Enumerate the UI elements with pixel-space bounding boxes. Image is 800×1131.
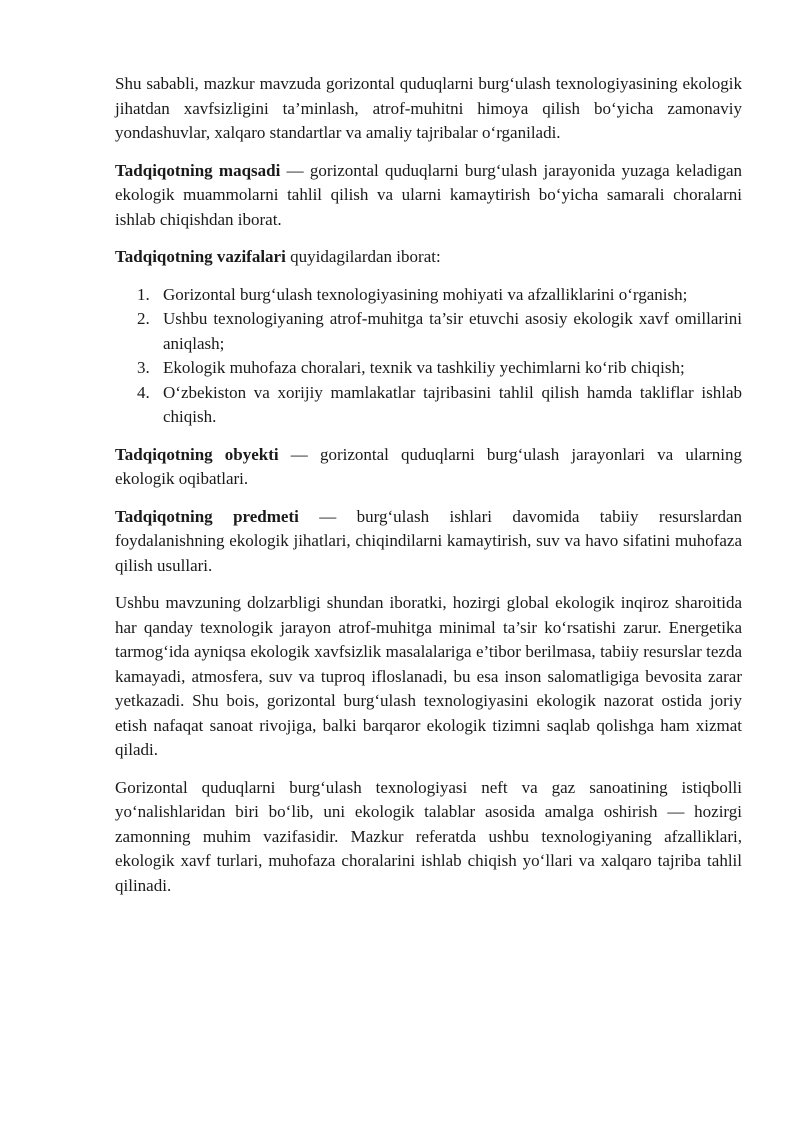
list-item-number: 2. xyxy=(137,309,150,328)
relevance-paragraph: Ushbu mavzuning dolzarbligi shundan iboratki, hozirgi global ekologik inqiroz sharoitida har qanday texnologik jarayon atrof-muhitga minimal ta’sir ko‘rsatishi zarur. Energetika tarmog‘ida ayniqsa ekologik xavfsizlik masalalariga e’tibor berilmasa, tabiiy resurslar tezda kamayadi, atmosfera, suv va tuproq ifloslanadi, bu esa inson salomatligiga bevosita zarar yetkazadi. Shu bois, gorizontal burg‘ulash texnologiyasini ekologik nazorat ostida joriy etish nafaqat sanoat rivojiga, balki barqaror ekologik tizimni saqlab qolishga ham xizmat qiladi. xyxy=(115,593,742,759)
intro-paragraph: Shu sababli, mazkur mavzuda gorizontal quduqlarni burg‘ulash texnologiyasining ekologik jihatdan xavfsizligini ta’minlash, atrof-muhitni himoya qilish bo‘yicha zamonaviy yondashuvlar, xalqaro standartlar va amaliy tajribalar o‘rganiladi. xyxy=(115,74,742,142)
list-item-text: Gorizontal burg‘ulash texnologiyasining mohiyati va afzalliklarini o‘rganish; xyxy=(163,284,688,304)
list-item-text: Ekologik muhofaza choralari, texnik va tashkiliy yechimlarni ko‘rib chiqish; xyxy=(163,358,685,377)
list-item-number: 4. xyxy=(137,382,150,402)
list-item-number: 1. xyxy=(137,284,150,304)
subject-label: Tadqiqotning predmeti xyxy=(115,506,299,526)
object-label: Tadqiqotning obyekti xyxy=(115,444,279,464)
tasks-list xyxy=(115,283,742,430)
goal-label: Tadqiqotning maqsadi xyxy=(115,160,281,180)
list-item-number: 3. xyxy=(137,358,150,377)
conclusion-paragraph: Gorizontal quduqlarni burg‘ulash texnologiyasi neft va gaz sanoatining istiqbolli yo‘nalishlaridan biri bo‘lib, uni ekologik talablar asosida amalga oshirish — hozirgi zamonning muhim vazifasidir. Mazkur referatda ushbu texnologiyaning afzalliklari, ekologik xavf turlari, muhofaza choralarini ishlab chiqish yo‘llari va xalqaro tajriba tahlil qilinadi. xyxy=(115,777,742,895)
tasks-intro-text: quyidagilardan iborat: xyxy=(285,247,441,266)
subject-paragraph xyxy=(115,505,742,579)
subject-text: — burg‘ulash ishlari davomida tabiiy resurslardan foydalanishning ekologik jihatlari, chiqindilarni kamaytirish, suv va havo sifatini muhofaza qilish usullari. xyxy=(115,506,743,575)
list-item xyxy=(115,283,742,308)
object-paragraph xyxy=(115,443,742,492)
list-item xyxy=(115,356,742,381)
tasks-heading xyxy=(115,245,742,270)
document-page xyxy=(115,72,742,911)
list-item xyxy=(115,307,742,356)
tasks-label: Tadqiqotning vazifalari xyxy=(115,247,286,266)
goal-text: — gorizontal quduqlarni burg‘ulash jarayonida yuzaga keladigan ekologik muammolarni tahlil qilish va ularni kamaytirish bo‘yicha samarali choralarni ishlab chiqishdan iborat. xyxy=(115,160,743,229)
list-item-text: Ushbu texnologiyaning atrof-muhitga ta’sir etuvchi asosiy ekologik xavf omillarini aniqlash; xyxy=(163,309,742,353)
list-item-text: O‘zbekiston va xorijiy mamlakatlar tajribasini tahlil qilish hamda takliflar ishlab chiqish. xyxy=(163,382,742,426)
object-text: — gorizontal quduqlarni burg‘ulash jarayonlari va ularning ekologik oqibatlari. xyxy=(115,444,742,488)
goal-paragraph xyxy=(115,159,742,233)
list-item xyxy=(115,381,742,430)
